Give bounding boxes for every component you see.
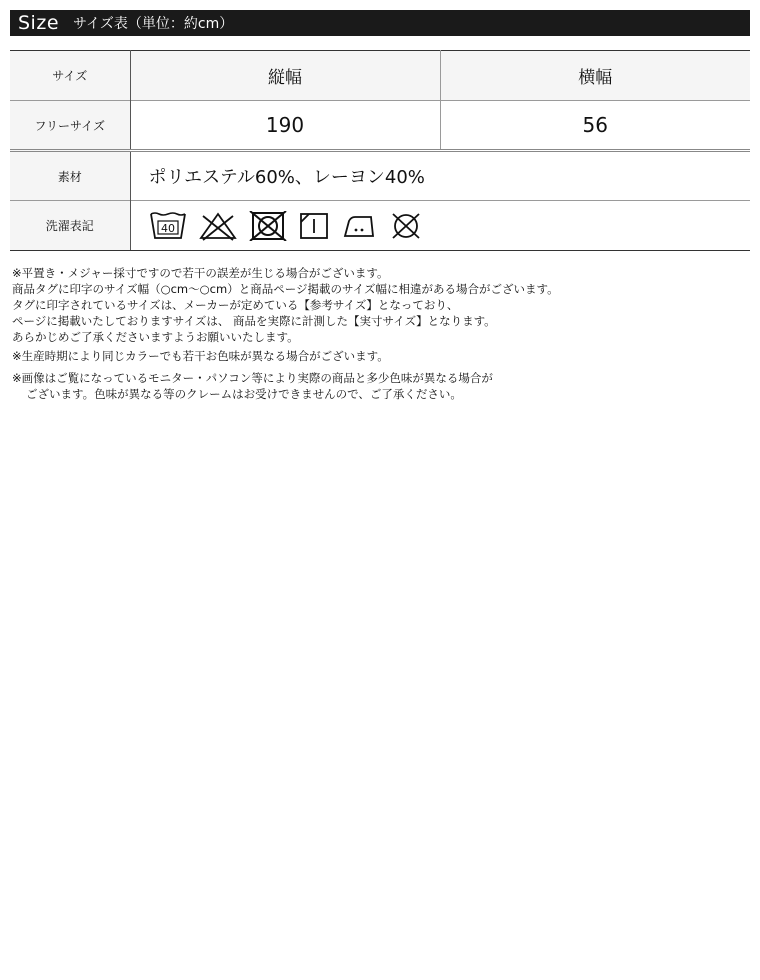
no-dry-clean-icon xyxy=(389,211,423,241)
size-table xyxy=(10,50,750,251)
header-subtitle: サイズ表（単位：約cm） xyxy=(73,16,234,32)
size-label-cell: サイズ xyxy=(10,51,130,101)
care-icons xyxy=(131,211,751,241)
notes-section xyxy=(12,265,748,402)
note-line: ※平置き・メジャー採寸ですので若干の誤差が生じる場合がございます。 xyxy=(12,266,389,280)
care-row xyxy=(10,201,750,251)
material-row xyxy=(10,151,750,201)
iron-low-icon xyxy=(341,211,377,241)
table-header-row xyxy=(10,51,750,101)
note-line: タグに印字されているサイズは、メーカーが定めている【参考サイズ】となっており、 xyxy=(12,298,459,312)
length-value: 190 xyxy=(130,101,440,151)
width-value: 56 xyxy=(440,101,750,151)
line-dry-shade-icon xyxy=(299,211,329,241)
wash-temp-label: 40 xyxy=(160,221,175,235)
note-line: ページに掲載いたしておりますサイズは、 商品を実際に計測した【実寸サイズ】となります。 xyxy=(12,314,496,328)
material-value: ポリエステル60%、レーヨン40% xyxy=(130,151,750,201)
header-bar xyxy=(10,10,750,36)
care-icons-cell xyxy=(130,201,750,251)
header-title: Size xyxy=(18,12,60,34)
material-label: 素材 xyxy=(10,151,130,201)
note-line: ございます。色味が異なる等のクレームはお受けできませんので、ご了承ください。 xyxy=(26,387,462,401)
free-size-label: フリーサイズ xyxy=(10,101,130,151)
care-label: 洗濯表記 xyxy=(10,201,130,251)
column-header-length: 縦幅 xyxy=(130,51,440,101)
wash-40-icon xyxy=(149,211,187,241)
note-line: 商品タグに印字のサイズ幅（○cm～○cm）と商品ページ掲載のサイズ幅に相違がある場合がございます。 xyxy=(12,282,559,296)
column-header-width: 横幅 xyxy=(440,51,750,101)
note-line: ※画像はご覧になっているモニター・パソコン等により実際の商品と多少色味が異なる場合が xyxy=(12,371,493,385)
note-line: ※生産時期により同じカラーでも若干お色味が異なる場合がございます。 xyxy=(12,349,389,363)
no-tumble-dry-icon xyxy=(249,211,287,241)
size-row xyxy=(10,101,750,151)
no-bleach-icon xyxy=(199,211,237,241)
note-line: あらかじめご了承くださいますようお願いいたします。 xyxy=(12,330,299,344)
